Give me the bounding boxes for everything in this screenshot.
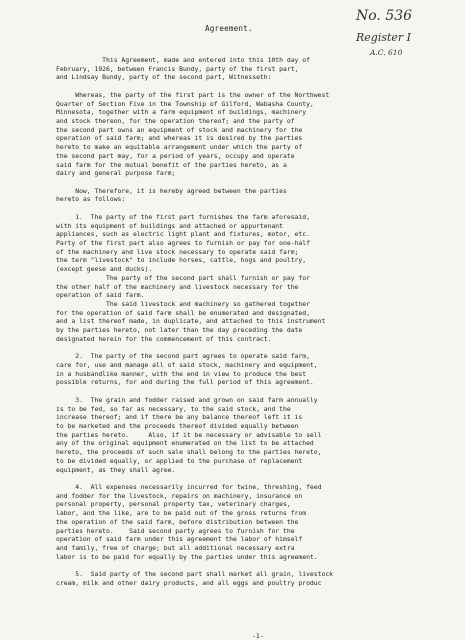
text-line: Party of the first part also agrees to furnish or pay for one-half <box>56 239 310 247</box>
text-line: equipment, as they shall agree. <box>56 465 176 474</box>
text-line: parties hereto. Said second party agrees to furnish for the <box>56 526 295 535</box>
text-line: hereto as follows: <box>56 195 126 204</box>
text-line: and a list thereof made, in duplicate, and attached to this instrument <box>56 317 326 326</box>
text-line: and stock thereon, for the operation thereof; and the party of <box>56 117 295 125</box>
text-line: possible returns, for and during the full period of this agreement. <box>56 378 314 387</box>
paragraph <box>56 483 460 561</box>
document-body <box>56 56 460 588</box>
text-line: any of the original equipment enumerated on the list to be attached <box>56 439 314 448</box>
text-line: the operation of the said farm, before distribution between the <box>56 517 299 526</box>
text-line: personal property, personal property tax, veterinary charges, <box>56 500 291 509</box>
text-line: (except geese and ducks). <box>56 265 153 274</box>
paragraph-gap <box>56 387 460 396</box>
text-line: the parties hereto. Also, if it be necessary or advisable to sell <box>56 430 322 439</box>
paragraph-gap <box>56 204 460 213</box>
text-line: the second part may, for a period of years, occupy and operate <box>56 151 295 160</box>
text-line: increase thereof; and if there be any balance thereof left it is <box>56 413 303 422</box>
text-line: and family, free of charge; but all additional necessary extra <box>56 544 295 553</box>
text-line: labor, and the like, are to be paid out of the gross returns from <box>56 509 307 518</box>
page-number: -1- <box>252 632 264 640</box>
paragraph <box>56 570 460 587</box>
text-line: appliances, such as electric light plant and fixtures, motor, etc. <box>56 230 310 239</box>
text-line: care for, use and manage all of said stock, machinery and equipment, <box>56 361 318 370</box>
text-line: the second part owns an equipment of stock and machinery for the <box>56 125 303 134</box>
text-line: cream, milk and other dairy products, and all eggs and poultry produc <box>56 578 322 587</box>
text-line: Whereas, the party of the first part is the owner of the Northwest <box>56 90 330 99</box>
text-line: 5. Said party of the second part shall market all grain, livestock <box>56 570 334 579</box>
text-line: designated herein for the commencement of this contract. <box>56 334 272 343</box>
paragraph <box>56 91 460 178</box>
paragraph <box>56 396 460 474</box>
paragraph-gap <box>56 82 460 91</box>
text-line: Now, Therefore, it is hereby agreed between the parties <box>56 186 287 195</box>
paragraph-gap <box>56 178 460 187</box>
text-line: the term "livestock" to include horses, cattle, hogs and poultry, <box>56 256 307 265</box>
handwritten-number: No. 536 <box>356 8 413 24</box>
text-line: 1. The party of the first part furnishes the farm aforesaid, <box>56 212 310 221</box>
text-line: with its equipment of buildings and attached or appurtenant <box>56 221 284 230</box>
text-line: The said livestock and machinery so gathered together <box>56 300 310 309</box>
paragraph-gap <box>56 562 460 571</box>
text-line: 2. The party of the second part agrees to operate said farm, <box>56 352 310 361</box>
paragraph <box>56 352 460 387</box>
text-line: the other half of the machinery and livestock necessary for the <box>56 282 299 291</box>
text-line: to be divided equally, or applied to the purchase of replacement <box>56 456 303 465</box>
text-line: hereto, the proceeds of such sale shall belong to the parties hereto, <box>56 448 322 457</box>
text-line: said farm for the mutual benefit of the parties hereto, as a <box>56 160 287 169</box>
text-line: of the machinery and live stock necessary to operate said farm; <box>56 247 299 256</box>
text-line: 3. The grain and fodder raised and grown on said farm annually <box>56 395 318 404</box>
text-line: operation of said farm. <box>56 291 145 300</box>
text-line: and fodder for the livestock, repairs on machinery, insurance on <box>56 491 303 500</box>
paragraph-gap <box>56 344 460 353</box>
text-line: by the parties hereto, not later than the day preceding the date <box>56 326 303 335</box>
text-line: 4. All expenses necessarily incurred for twine, threshing, feed <box>56 483 322 492</box>
text-line: labor is to be paid for equally by the parties under this agreement. <box>56 552 318 561</box>
paragraph <box>56 213 460 344</box>
text-line: for the operation of said farm shall be enumerated and designated, <box>56 308 310 317</box>
text-line: operation of said farm; and whereas it is desired by the parties <box>56 134 303 143</box>
text-line: in a husbandlike manner, with the end in view to produce the best <box>56 369 307 378</box>
text-line: and Lindsay Bundy, party of the second part, Witnesseth: <box>56 73 272 82</box>
text-line: is to be fed, so far as necessary, to the said stock, and the <box>56 404 291 413</box>
text-line: The party of the second part shall furnish or pay for <box>56 273 310 282</box>
text-line: to be marketed and the proceeds thereof divided equally between <box>56 422 299 431</box>
text-line: Quarter of Section Five in the Township of Gilford, Wabasha County, <box>56 99 314 108</box>
document-title: Agreement. <box>205 24 253 33</box>
paragraph <box>56 187 460 204</box>
text-line: operation of said farm under this agreement the labor of himself <box>56 535 303 544</box>
handwritten-register: Register I <box>356 31 412 44</box>
text-line: Minnesota, together with a farm equipment of buildings, machinery <box>56 108 307 117</box>
paragraph <box>56 56 460 82</box>
text-line: February, 1926, between Francis Bundy, party of the first part, <box>56 64 299 73</box>
text-line: hereto to make an equitable arrangement under which the party of <box>56 143 303 152</box>
text-line: This Agreement, made and entered into this 10th day of <box>56 56 310 64</box>
paragraph-gap <box>56 474 460 483</box>
text-line: dairy and general purpose farm; <box>56 169 176 178</box>
handwritten-code: A.C. 610 <box>370 48 403 57</box>
